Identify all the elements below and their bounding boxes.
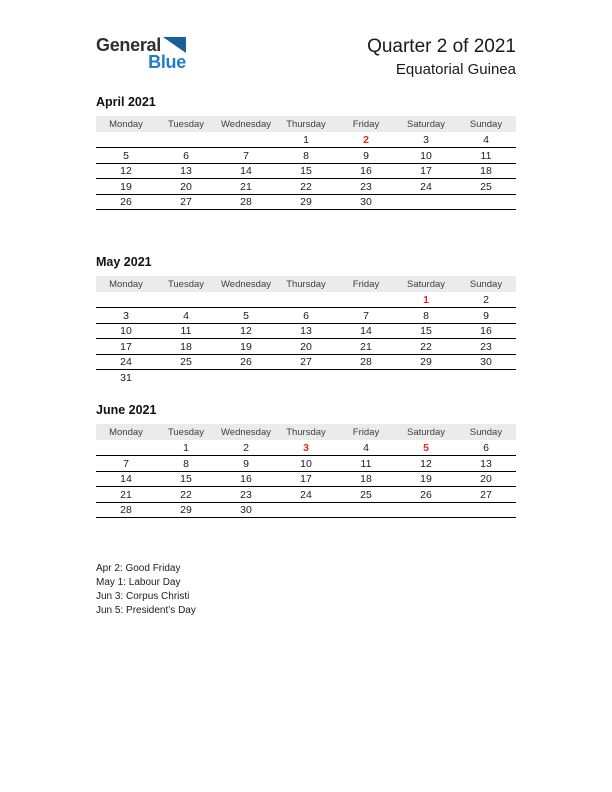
day-cell: 18 — [336, 471, 396, 487]
empty-day-cell — [336, 292, 396, 308]
day-cell: 28 — [336, 354, 396, 370]
week-row — [96, 354, 516, 370]
week-row — [96, 163, 516, 179]
weekday-header-row — [96, 116, 516, 132]
day-cell: 14 — [216, 163, 276, 179]
empty-day-cell — [396, 502, 456, 518]
empty-day-cell — [336, 370, 396, 386]
day-cell: 7 — [216, 148, 276, 164]
empty-day-cell — [456, 502, 516, 518]
week-row — [96, 308, 516, 324]
week-row — [96, 339, 516, 355]
day-cell: 30 — [336, 194, 396, 210]
weekday-header: Saturday — [396, 276, 456, 292]
empty-day-cell — [276, 502, 336, 518]
weekday-header-row — [96, 276, 516, 292]
day-cell: 1 — [276, 132, 336, 148]
day-cell: 2 — [336, 132, 396, 148]
day-cell: 5 — [96, 148, 156, 164]
week-row — [96, 194, 516, 210]
page-subtitle: Equatorial Guinea — [395, 60, 516, 78]
day-cell: 22 — [396, 339, 456, 355]
day-cell: 14 — [336, 323, 396, 339]
weekday-header: Tuesday — [156, 276, 216, 292]
day-cell: 20 — [276, 339, 336, 355]
day-cell: 25 — [456, 179, 516, 195]
empty-day-cell — [96, 440, 156, 456]
weekday-header: Saturday — [396, 424, 456, 440]
day-cell: 18 — [456, 163, 516, 179]
day-cell: 31 — [120, 371, 132, 384]
day-cell: 29 — [276, 194, 336, 210]
day-cell: 11 — [156, 323, 216, 339]
day-cell: 29 — [396, 354, 456, 370]
day-cell: 17 — [396, 163, 456, 179]
month-title: April 2021 — [96, 95, 156, 110]
empty-day-cell — [276, 292, 336, 308]
month-section — [96, 403, 516, 518]
day-cell: 4 — [456, 132, 516, 148]
day-cell: 19 — [216, 339, 276, 355]
day-cell: 30 — [216, 502, 276, 518]
logo-triangle-icon — [163, 37, 186, 53]
day-cell: 13 — [456, 456, 516, 472]
day-cell: 4 — [336, 440, 396, 456]
day-cell: 10 — [96, 323, 156, 339]
holiday-item: Apr 2: Good Friday — [96, 563, 181, 575]
day-cell: 29 — [156, 502, 216, 518]
month-title: May 2021 — [96, 255, 152, 270]
day-cell: 14 — [96, 471, 156, 487]
title-block — [367, 36, 516, 79]
day-cell: 20 — [456, 471, 516, 487]
weekday-header: Thursday — [276, 276, 336, 292]
day-cell: 16 — [456, 323, 516, 339]
month-section — [96, 255, 516, 385]
week-row — [96, 323, 516, 339]
weekday-header: Sunday — [456, 116, 516, 132]
weekday-header-row — [96, 424, 516, 440]
day-cell: 1 — [156, 440, 216, 456]
day-cell: 22 — [276, 179, 336, 195]
day-cell: 2 — [456, 292, 516, 308]
day-cell: 6 — [156, 148, 216, 164]
day-cell: 16 — [216, 471, 276, 487]
empty-day-cell — [396, 194, 456, 210]
empty-day-cell — [96, 292, 156, 308]
page-title: Quarter 2 of 2021 — [367, 36, 516, 57]
weekday-header: Wednesday — [216, 276, 276, 292]
logo-text-general: General — [96, 35, 161, 55]
day-cell: 4 — [156, 308, 216, 324]
day-cell: 26 — [216, 354, 276, 370]
day-cell: 24 — [396, 179, 456, 195]
weekday-header: Saturday — [396, 116, 456, 132]
holiday-item: May 1: Labour Day — [96, 577, 181, 589]
week-row — [96, 148, 516, 164]
day-cell: 12 — [216, 323, 276, 339]
empty-day-cell — [156, 370, 216, 386]
day-cell: 21 — [336, 339, 396, 355]
holiday-item: Jun 3: Corpus Christi — [96, 591, 190, 603]
day-cell: 27 — [156, 194, 216, 210]
day-cell: 10 — [276, 456, 336, 472]
logo-text-blue: Blue — [148, 52, 186, 72]
holiday-item: Jun 5: President’s Day — [96, 605, 196, 617]
day-cell: 19 — [396, 471, 456, 487]
day-cell: 3 — [276, 440, 336, 456]
day-cell: 13 — [156, 163, 216, 179]
month-title: June 2021 — [96, 403, 157, 418]
day-cell: 1 — [396, 292, 456, 308]
day-cell: 2 — [216, 440, 276, 456]
weekday-header: Tuesday — [156, 424, 216, 440]
day-cell: 22 — [156, 487, 216, 503]
empty-day-cell — [96, 132, 156, 148]
empty-day-cell — [216, 370, 276, 386]
day-cell: 5 — [396, 440, 456, 456]
day-cell: 17 — [276, 471, 336, 487]
day-cell: 21 — [96, 487, 156, 503]
day-cell: 12 — [396, 456, 456, 472]
day-cell: 25 — [156, 354, 216, 370]
day-cell: 21 — [216, 179, 276, 195]
weekday-header: Wednesday — [216, 424, 276, 440]
week-row — [96, 179, 516, 195]
holiday-list — [96, 562, 516, 618]
empty-day-cell — [456, 370, 516, 386]
day-cell: 30 — [456, 354, 516, 370]
page-header — [96, 36, 516, 79]
month-section — [96, 95, 516, 210]
empty-day-cell — [336, 502, 396, 518]
day-cell: 20 — [156, 179, 216, 195]
day-cell: 13 — [276, 323, 336, 339]
day-cell: 5 — [216, 308, 276, 324]
day-cell: 23 — [216, 487, 276, 503]
day-cell: 23 — [336, 179, 396, 195]
empty-day-cell — [156, 132, 216, 148]
day-cell: 15 — [276, 163, 336, 179]
weekday-header: Thursday — [276, 424, 336, 440]
day-cell: 12 — [96, 163, 156, 179]
day-cell: 9 — [456, 308, 516, 324]
day-cell: 6 — [456, 440, 516, 456]
day-cell: 26 — [96, 194, 156, 210]
general-blue-logo — [96, 36, 186, 71]
empty-day-cell — [216, 292, 276, 308]
months-container — [96, 95, 516, 518]
weekday-header: Sunday — [456, 424, 516, 440]
week-row — [96, 370, 516, 386]
day-cell: 28 — [96, 502, 156, 518]
day-cell: 3 — [396, 132, 456, 148]
day-cell: 9 — [216, 456, 276, 472]
day-cell: 11 — [336, 456, 396, 472]
day-cell: 7 — [336, 308, 396, 324]
week-row — [96, 292, 516, 308]
empty-day-cell — [156, 292, 216, 308]
weekday-header: Sunday — [456, 276, 516, 292]
month-calendar-table — [96, 116, 516, 210]
day-cell: 28 — [216, 194, 276, 210]
day-cell: 15 — [156, 471, 216, 487]
empty-day-cell — [216, 132, 276, 148]
day-cell: 3 — [96, 308, 156, 324]
month-calendar-table — [96, 276, 516, 385]
month-calendar-table — [96, 424, 516, 518]
day-cell: 8 — [156, 456, 216, 472]
weekday-header: Monday — [96, 424, 156, 440]
empty-day-cell — [396, 370, 456, 386]
day-cell: 9 — [336, 148, 396, 164]
week-row — [96, 487, 516, 503]
weekday-header: Friday — [336, 276, 396, 292]
weekday-header: Friday — [336, 116, 396, 132]
week-row — [96, 471, 516, 487]
day-cell: 26 — [396, 487, 456, 503]
weekday-header: Monday — [96, 116, 156, 132]
weekday-header: Wednesday — [216, 116, 276, 132]
day-cell: 16 — [336, 163, 396, 179]
day-cell: 8 — [396, 308, 456, 324]
empty-day-cell — [456, 194, 516, 210]
day-cell: 27 — [456, 487, 516, 503]
day-cell: 23 — [456, 339, 516, 355]
day-cell: 24 — [276, 487, 336, 503]
weekday-header: Friday — [336, 424, 396, 440]
day-cell: 18 — [156, 339, 216, 355]
day-cell: 15 — [396, 323, 456, 339]
empty-day-cell — [276, 370, 336, 386]
week-row — [96, 456, 516, 472]
day-cell: 19 — [96, 179, 156, 195]
day-cell: 25 — [336, 487, 396, 503]
weekday-header: Monday — [96, 276, 156, 292]
day-cell: 24 — [96, 354, 156, 370]
day-cell: 11 — [456, 148, 516, 164]
week-row — [96, 440, 516, 456]
week-row — [96, 132, 516, 148]
weekday-header: Tuesday — [156, 116, 216, 132]
day-cell: 8 — [276, 148, 336, 164]
day-cell: 27 — [276, 354, 336, 370]
day-cell: 17 — [96, 339, 156, 355]
day-cell: 7 — [96, 456, 156, 472]
weekday-header: Thursday — [276, 116, 336, 132]
day-cell: 10 — [396, 148, 456, 164]
week-row — [96, 502, 516, 518]
day-cell: 6 — [276, 308, 336, 324]
